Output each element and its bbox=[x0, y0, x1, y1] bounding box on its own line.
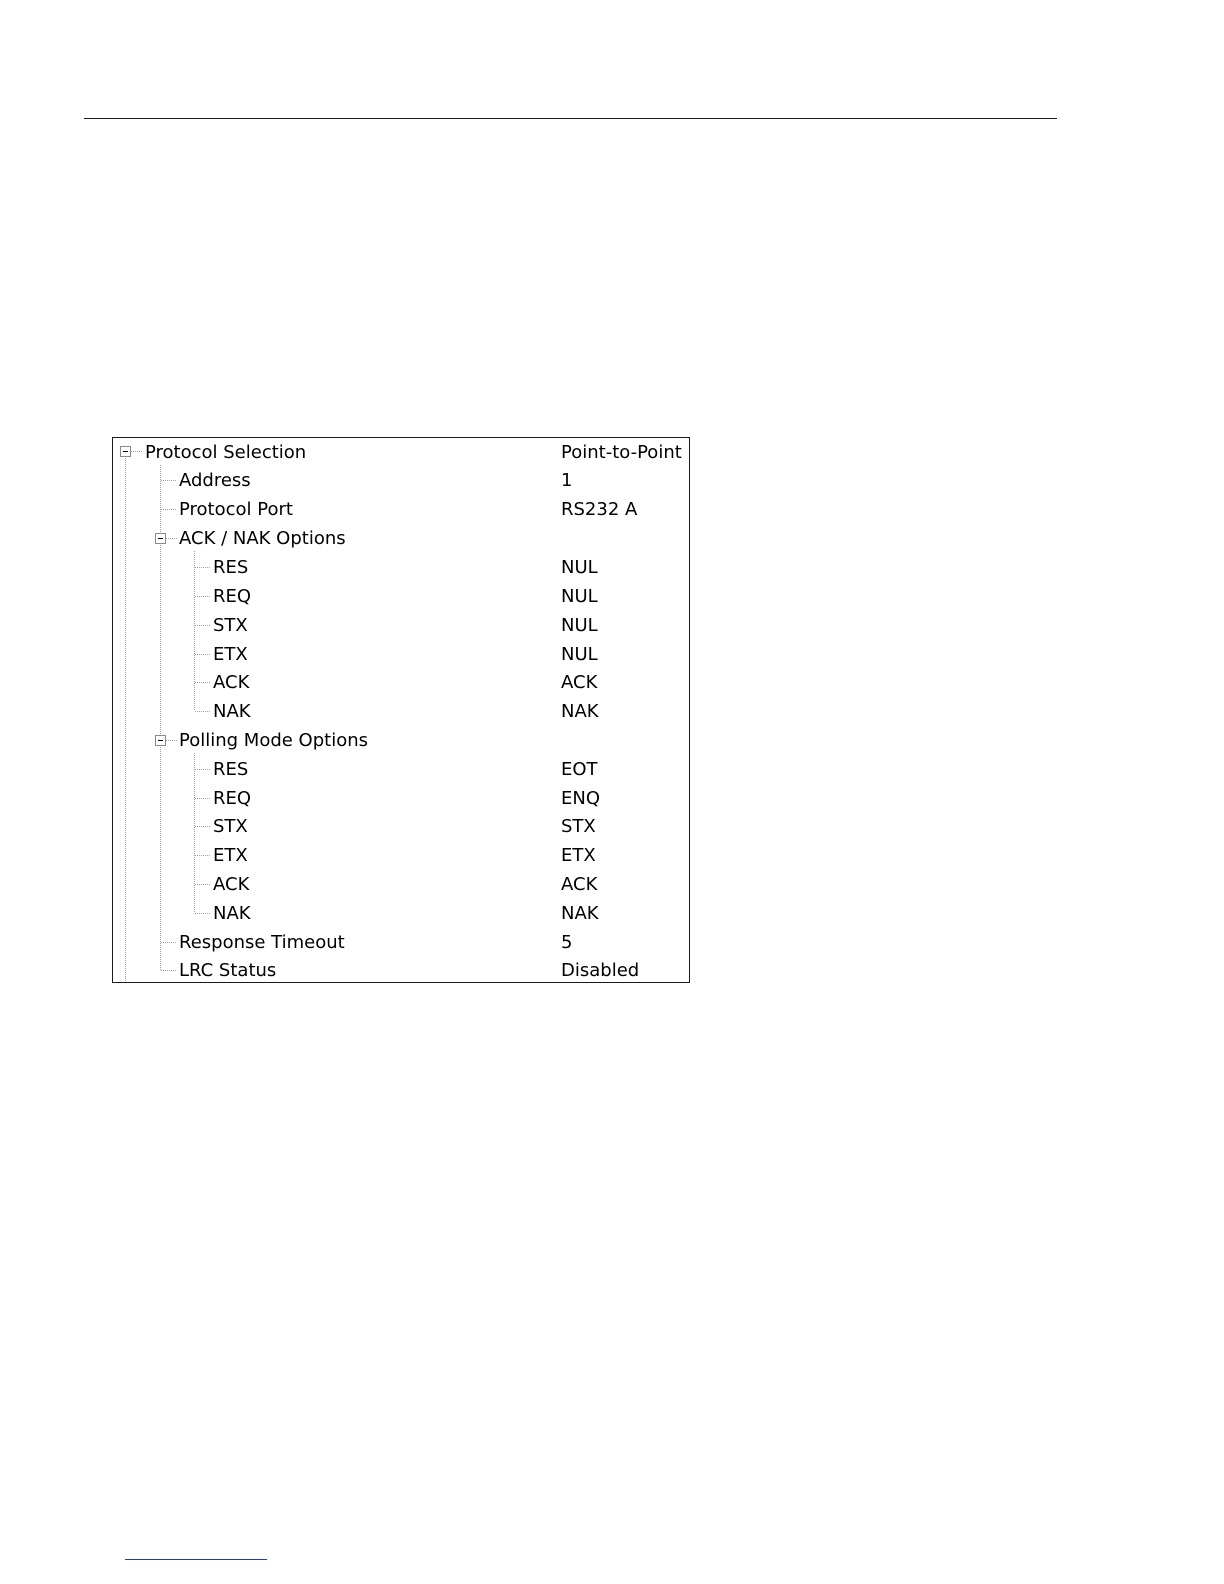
tree-node-protocol-port[interactable] bbox=[113, 495, 689, 524]
tree-node-label: Response Timeout bbox=[179, 932, 345, 953]
tree-node-value: NAK bbox=[561, 701, 599, 722]
minus-box-icon[interactable] bbox=[155, 533, 166, 544]
tree-node-polling-mode-options[interactable] bbox=[113, 726, 689, 755]
tree-node-label: Polling Mode Options bbox=[179, 730, 368, 751]
tree-node-label: NAK bbox=[213, 903, 251, 924]
tree-node-value: RS232 A bbox=[561, 499, 638, 520]
tree-node-label: ACK bbox=[213, 672, 250, 693]
tree-node-label: REQ bbox=[213, 586, 252, 607]
tree-node-value: ACK bbox=[561, 874, 598, 895]
tree-node-value: EOT bbox=[561, 759, 598, 780]
tree-node-value: ENQ bbox=[561, 788, 601, 809]
tree-node-label: NAK bbox=[213, 701, 251, 722]
tree-node-label: ACK bbox=[213, 874, 250, 895]
page-footer-rule bbox=[125, 1559, 267, 1560]
minus-box-icon[interactable] bbox=[155, 735, 166, 746]
tree-node-label: ACK / NAK Options bbox=[179, 528, 346, 549]
tree-node-value: NUL bbox=[561, 644, 598, 665]
tree-node-label: STX bbox=[213, 615, 248, 636]
protocol-tree-view[interactable] bbox=[112, 437, 690, 983]
tree-node-ack-nak-req[interactable] bbox=[113, 582, 689, 611]
tree-node-value: NUL bbox=[561, 615, 598, 636]
tree-node-address[interactable] bbox=[113, 466, 689, 495]
tree-node-lrc-status[interactable] bbox=[113, 956, 689, 983]
tree-node-value: Point-to-Point bbox=[561, 442, 682, 463]
page-header-rule bbox=[84, 118, 1057, 119]
tree-node-label: STX bbox=[213, 816, 248, 837]
tree-node-protocol-selection[interactable] bbox=[113, 438, 689, 467]
tree-node-label: ETX bbox=[213, 644, 248, 665]
tree-node-ack-nak-ack[interactable] bbox=[113, 668, 689, 697]
tree-node-polling-etx[interactable] bbox=[113, 841, 689, 870]
tree-node-value: NUL bbox=[561, 557, 598, 578]
tree-node-ack-nak-options[interactable] bbox=[113, 524, 689, 553]
tree-node-value: ETX bbox=[561, 845, 596, 866]
tree-node-value: 1 bbox=[561, 470, 573, 491]
tree-node-polling-ack[interactable] bbox=[113, 870, 689, 899]
tree-node-value: 5 bbox=[561, 932, 573, 953]
tree-node-response-timeout[interactable] bbox=[113, 928, 689, 957]
tree-node-polling-res[interactable] bbox=[113, 755, 689, 784]
tree-node-value: NUL bbox=[561, 586, 598, 607]
tree-node-label: RES bbox=[213, 759, 249, 780]
tree-node-value: Disabled bbox=[561, 960, 640, 981]
tree-node-value: STX bbox=[561, 816, 596, 837]
minus-box-icon[interactable] bbox=[120, 446, 131, 457]
tree-node-ack-nak-res[interactable] bbox=[113, 553, 689, 582]
tree-node-label: ETX bbox=[213, 845, 248, 866]
tree-node-label: RES bbox=[213, 557, 249, 578]
tree-node-polling-nak[interactable] bbox=[113, 899, 689, 928]
tree-node-label: REQ bbox=[213, 788, 252, 809]
tree-node-ack-nak-etx[interactable] bbox=[113, 640, 689, 669]
tree-node-ack-nak-stx[interactable] bbox=[113, 611, 689, 640]
tree-node-ack-nak-nak[interactable] bbox=[113, 697, 689, 726]
tree-node-value: NAK bbox=[561, 903, 599, 924]
tree-node-label: Protocol Selection bbox=[145, 442, 307, 463]
tree-node-value: ACK bbox=[561, 672, 598, 693]
tree-node-polling-stx[interactable] bbox=[113, 812, 689, 841]
tree-node-label: LRC Status bbox=[179, 960, 277, 981]
tree-node-polling-req[interactable] bbox=[113, 784, 689, 813]
tree-node-label: Address bbox=[179, 470, 251, 491]
tree-node-label: Protocol Port bbox=[179, 499, 293, 520]
